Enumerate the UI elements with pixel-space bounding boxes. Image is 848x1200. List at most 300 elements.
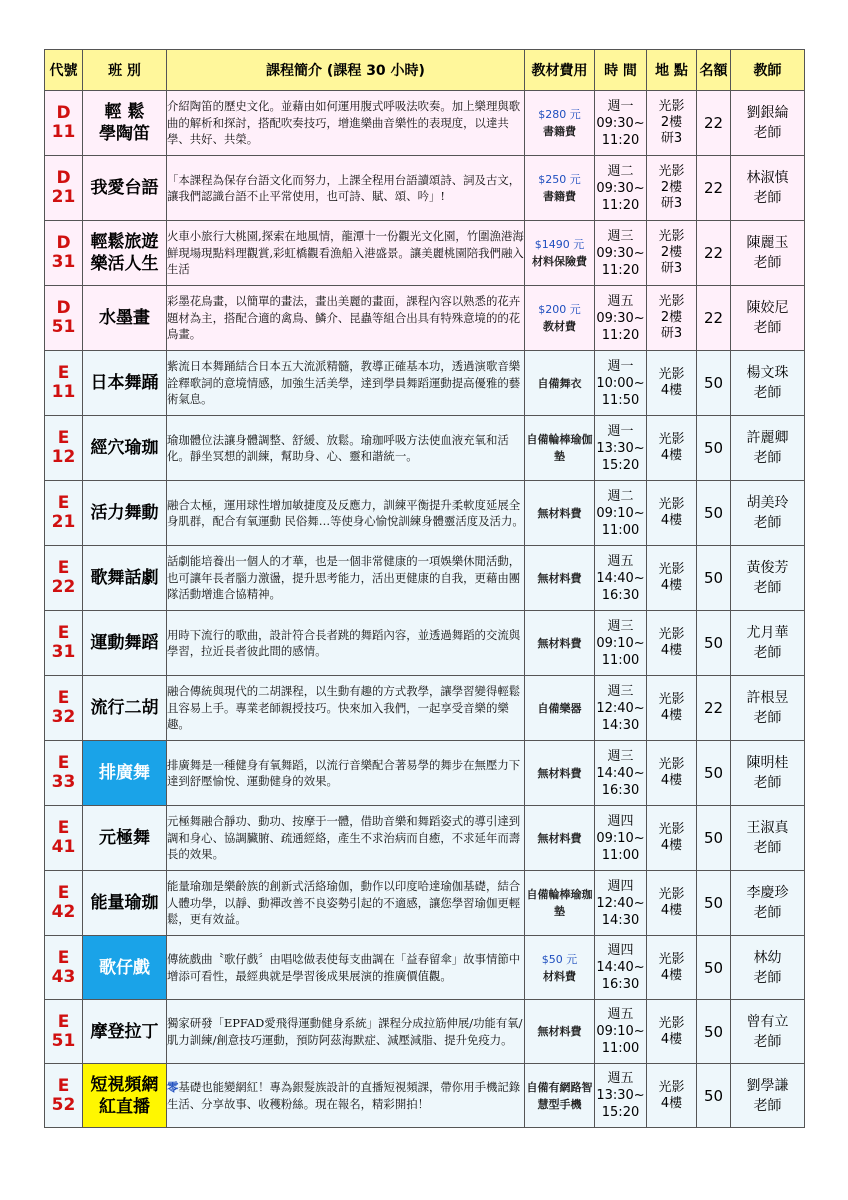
teacher-line2: 老師 [753, 1097, 782, 1114]
material-fee [525, 156, 595, 221]
teacher-name [731, 1064, 805, 1128]
class-time [595, 871, 647, 936]
class-time [595, 1064, 647, 1128]
class-time [595, 481, 647, 546]
time-end: 11:50 [601, 392, 640, 408]
desc-text: 火車小旅行大桃園,探索在地風情，龍潭十一份觀光文化園，竹圍漁港海鮮現場現點料理觀賞,彩虹橋觀看漁船入港盛景。讓美麗桃園陪我們融入生活 [167, 229, 524, 277]
fee-price: $200 元 [538, 303, 581, 316]
class-location [647, 611, 697, 676]
course-description [167, 1064, 525, 1128]
class-capacity: 50 [697, 611, 731, 676]
class-name [83, 481, 167, 546]
fee-item: 材料費 [543, 969, 576, 983]
time-start: 09:10~ [596, 635, 645, 651]
course-row [45, 936, 805, 1000]
class-location [647, 286, 697, 351]
desc-text: 介紹陶笛的歷史文化。並藉由如何運用腹式呼吸法吹奏。加上樂理與歌曲的解析和探討，搭配吹奏技巧，增進樂曲音樂性的表現度，以達共學、共好、共榮。 [167, 99, 521, 147]
course-code [45, 806, 83, 871]
teacher-name [731, 416, 805, 481]
class-name-line1: 能量瑜珈 [90, 893, 159, 913]
code-number: 33 [51, 772, 76, 792]
class-capacity: 22 [697, 676, 731, 741]
material-fee [525, 741, 595, 806]
teacher-line2: 老師 [753, 645, 782, 661]
course-code [45, 221, 83, 286]
code-number: 11 [51, 382, 76, 402]
course-description [167, 416, 525, 481]
time-start: 09:30~ [596, 245, 645, 261]
course-description [167, 351, 525, 416]
loc-building: 光影 [658, 164, 685, 179]
course-code [45, 676, 83, 741]
desc-text: 「本課程為保存台語文化而努力，上課全程用台語讀頌詩、詞及古文，讓我們認識台語不止平常使用，也可詩、賦、頌、吟」! [167, 172, 521, 203]
course-code [45, 871, 83, 936]
teacher-line2: 老師 [753, 450, 782, 466]
code-number: 12 [51, 447, 76, 467]
code-number: 31 [51, 642, 76, 662]
class-name-line1: 摩登拉丁 [90, 1021, 159, 1042]
teacher-line2: 老師 [753, 190, 782, 206]
desc-text: 獨家研發「EPFAD愛飛得運動健身系統」課程分成拉筋伸展/功能有氧/肌力訓練/創意技巧運動，預防阿茲海默症、減壓減脂、提升免疫力。 [167, 1016, 523, 1047]
fee-price: $50 元 [541, 952, 578, 966]
teacher-name [731, 286, 805, 351]
loc-floor: 4樓 [660, 903, 683, 918]
loc-floor: 2樓 [660, 115, 683, 130]
material-fee [525, 936, 595, 1000]
teacher-name [731, 936, 805, 1000]
code-letter: D [56, 168, 71, 188]
course-description [167, 481, 525, 546]
course-row [45, 416, 805, 481]
code-number: 43 [51, 966, 76, 987]
course-code [45, 156, 83, 221]
course-description [167, 611, 525, 676]
class-time [595, 221, 647, 286]
time-day: 週四 [607, 813, 634, 829]
time-start: 14:40~ [596, 960, 645, 975]
loc-building: 光影 [658, 294, 685, 309]
teacher-line2: 老師 [753, 385, 782, 401]
class-location [647, 676, 697, 741]
class-name-line1: 輕鬆旅遊 [90, 232, 159, 252]
time-day: 週一 [607, 358, 634, 374]
class-name-line2: 學陶笛 [99, 124, 150, 144]
class-name [83, 1064, 167, 1128]
class-name-line1: 歌仔戲 [99, 957, 150, 978]
course-description [167, 936, 525, 1000]
course-code [45, 416, 83, 481]
loc-building: 光影 [658, 1079, 685, 1095]
class-capacity: 50 [697, 546, 731, 611]
course-code [45, 1064, 83, 1128]
class-location [647, 1064, 697, 1128]
desc-text: 用時下流行的歌曲，設計符合長者跳的舞蹈內容，並透過舞蹈的交流與學習，拉近長者彼此間的感情。 [167, 627, 521, 658]
material-fee [525, 611, 595, 676]
time-start: 09:30~ [596, 310, 645, 326]
loc-building: 光影 [658, 887, 685, 902]
loc-building: 光影 [658, 951, 685, 967]
time-day: 週五 [607, 553, 634, 569]
class-location [647, 546, 697, 611]
teacher-name [731, 546, 805, 611]
course-row [45, 156, 805, 221]
course-description [167, 546, 525, 611]
course-code [45, 611, 83, 676]
teacher-name [731, 221, 805, 286]
course-code [45, 546, 83, 611]
class-name [83, 871, 167, 936]
time-start: 09:30~ [596, 180, 645, 196]
time-day: 週四 [607, 878, 634, 894]
class-capacity: 50 [697, 936, 731, 1000]
course-row [45, 286, 805, 351]
teacher-line1: 劉學謙 [746, 1077, 789, 1094]
course-description [167, 221, 525, 286]
class-capacity: 50 [697, 871, 731, 936]
desc-text: 傳統戲曲〝歌仔戲〞由唱唸做表使每支曲調在「益春留傘」故事情節中增添可看性，最經典就是學習後成果展演的推廣價值觀。 [167, 952, 521, 983]
class-capacity: 50 [697, 1064, 731, 1128]
loc-building: 光影 [658, 432, 685, 447]
material-fee [525, 286, 595, 351]
teacher-line2: 老師 [753, 1033, 782, 1050]
course-code [45, 286, 83, 351]
course-row [45, 1064, 805, 1128]
class-name [83, 221, 167, 286]
class-location [647, 416, 697, 481]
loc-room: 研3 [660, 261, 683, 276]
time-end: 16:30 [601, 977, 640, 992]
loc-building: 光影 [658, 497, 685, 512]
code-number: 21 [51, 512, 76, 532]
teacher-name [731, 351, 805, 416]
class-capacity: 50 [697, 1000, 731, 1064]
course-row [45, 351, 805, 416]
course-description [167, 871, 525, 936]
fee-item: 無材料費 [537, 571, 582, 585]
class-capacity: 50 [697, 481, 731, 546]
class-time [595, 741, 647, 806]
class-name [83, 806, 167, 871]
header-row [45, 50, 805, 91]
class-time [595, 611, 647, 676]
course-code [45, 741, 83, 806]
class-name-line1: 短視頻網 [90, 1074, 159, 1095]
fee-item: 書籍費 [543, 125, 576, 138]
desc-text: 排廣舞是一種健身有氧舞蹈，以流行音樂配合著易學的舞步在無壓力下達到舒壓愉悅、運動健身的效果。 [167, 757, 521, 788]
teacher-line2: 老師 [753, 125, 782, 141]
loc-floor: 4樓 [660, 1031, 683, 1047]
class-capacity: 22 [697, 286, 731, 351]
desc-text: 元極舞融合靜功、動功、按摩于一體，借助音樂和舞蹈姿式的導引達到調和身心、協調臟腑、疏通經絡，產生不求治病而自癒，不求延年而壽長的效果。 [167, 814, 521, 862]
header-fee: 教材費用 [525, 50, 595, 91]
teacher-line1: 曾有立 [746, 1013, 789, 1030]
loc-building: 光影 [658, 757, 685, 772]
course-row [45, 741, 805, 806]
class-location [647, 91, 697, 156]
desc-text: 能量瑜珈是樂齡族的創新式活絡瑜伽，動作以印度哈達瑜伽基礎，結合人體功學，以靜、動禪改善不良姿勢引起的不適感，讓您學習瑜伽更輕鬆，更有效益。 [167, 879, 521, 927]
course-description [167, 1000, 525, 1064]
loc-room: 研3 [660, 326, 683, 341]
time-start: 09:10~ [596, 1024, 645, 1039]
loc-building: 光影 [658, 367, 685, 382]
class-name [83, 676, 167, 741]
class-name-line1: 輕 鬆 [104, 102, 145, 122]
course-row [45, 481, 805, 546]
time-day: 週三 [607, 683, 634, 699]
class-location [647, 156, 697, 221]
course-description [167, 806, 525, 871]
code-number: 51 [51, 317, 76, 337]
loc-floor: 4樓 [660, 513, 683, 528]
header-teacher: 教師 [731, 50, 805, 91]
material-fee [525, 871, 595, 936]
code-letter: E [57, 623, 70, 643]
loc-floor: 2樓 [660, 310, 683, 325]
class-name [83, 156, 167, 221]
teacher-line2: 老師 [753, 905, 782, 921]
class-capacity: 50 [697, 741, 731, 806]
course-row [45, 676, 805, 741]
fee-item: 材料保險費 [532, 255, 587, 268]
code-number: 32 [51, 707, 76, 727]
material-fee [525, 806, 595, 871]
material-fee [525, 1064, 595, 1128]
class-time [595, 1000, 647, 1064]
loc-building: 光影 [658, 99, 685, 114]
teacher-line1: 林幼 [753, 949, 782, 966]
teacher-line2: 老師 [753, 775, 782, 791]
class-capacity: 50 [697, 351, 731, 416]
desc-text: 話劇能培養出一個人的才華，也是一個非常健康的一項娛樂休閒活動，也可讓年長者腦力激盪，提升思考能力，活出更健康的自我，更藉由團隊活動增進合協精神。 [167, 554, 521, 602]
class-name [83, 611, 167, 676]
teacher-line2: 老師 [753, 969, 782, 986]
loc-building: 光影 [658, 1015, 685, 1031]
time-start: 09:30~ [596, 115, 645, 131]
teacher-line2: 老師 [753, 255, 782, 271]
class-name-line1: 經穴瑜珈 [90, 438, 159, 458]
class-name-line1: 流行二胡 [90, 698, 159, 718]
loc-floor: 4樓 [660, 1095, 683, 1111]
time-start: 14:40~ [596, 570, 645, 586]
class-capacity: 50 [697, 806, 731, 871]
code-letter: E [57, 428, 70, 448]
material-fee [525, 1000, 595, 1064]
time-end: 15:20 [601, 1105, 640, 1120]
fee-item: 無材料費 [537, 636, 582, 650]
code-number: 11 [51, 122, 76, 142]
loc-floor: 2樓 [660, 180, 683, 195]
material-fee [525, 481, 595, 546]
code-letter: E [57, 363, 70, 383]
class-name-line1: 日本舞踊 [90, 373, 159, 393]
fee-item: 無材料費 [537, 766, 582, 780]
class-name-line1: 水墨畫 [99, 308, 150, 328]
header-location: 地 點 [647, 50, 697, 91]
teacher-line1: 王淑真 [746, 820, 789, 836]
course-row [45, 1000, 805, 1064]
teacher-name [731, 611, 805, 676]
class-time [595, 351, 647, 416]
teacher-line1: 陳麗玉 [746, 235, 789, 251]
teacher-line1: 林淑慎 [746, 170, 789, 186]
class-location [647, 481, 697, 546]
course-description [167, 286, 525, 351]
course-row [45, 546, 805, 611]
course-code [45, 1000, 83, 1064]
fee-item: 自備有網路智慧型手機 [526, 1080, 593, 1111]
course-row [45, 611, 805, 676]
time-end: 11:00 [601, 522, 640, 538]
loc-room: 研3 [660, 196, 683, 211]
desc-lead: 零 [167, 1080, 179, 1094]
fee-item: 無材料費 [537, 1025, 582, 1038]
course-row [45, 871, 805, 936]
loc-building: 光影 [658, 822, 685, 837]
code-number: 42 [51, 902, 76, 922]
loc-building: 光影 [658, 229, 685, 244]
course-row [45, 91, 805, 156]
time-end: 14:30 [601, 717, 640, 733]
class-name-line1: 活力舞動 [90, 503, 159, 523]
class-time [595, 546, 647, 611]
fee-price: $1490 元 [534, 238, 585, 251]
time-end: 11:20 [601, 132, 640, 148]
desc-text: 瑜珈體位法讓身體調整、舒緩、放鬆。瑜珈呼吸方法使血液充氧和活化。靜坐冥想的訓練，幫助身、心、靈和諧統一。 [167, 432, 509, 463]
desc-text: 融合太極，運用球性增加敏捷度及反應力，訓練平衡提升柔軟度延展全身肌群，配合有氧運動 民俗舞…等使身心愉悅訓練身體靈活度及活力。 [167, 497, 524, 528]
fee-item: 無材料費 [537, 831, 582, 845]
code-letter: E [57, 883, 70, 903]
material-fee [525, 546, 595, 611]
teacher-line1: 許麗卿 [746, 430, 789, 446]
time-end: 11:20 [601, 197, 640, 213]
header-code: 代號 [45, 50, 83, 91]
fee-item: 自備舞衣 [537, 376, 582, 390]
teacher-line1: 黃俊芳 [746, 560, 789, 576]
course-description [167, 156, 525, 221]
time-end: 11:00 [601, 652, 640, 668]
class-name-line2: 紅直播 [99, 1096, 150, 1117]
time-start: 09:10~ [596, 505, 645, 521]
class-time [595, 936, 647, 1000]
loc-floor: 2樓 [660, 245, 683, 260]
teacher-name [731, 156, 805, 221]
header-desc: 課程簡介 (課程 30 小時) [167, 50, 525, 91]
loc-floor: 4樓 [660, 578, 683, 593]
teacher-name [731, 91, 805, 156]
time-day: 週一 [607, 98, 634, 114]
class-time [595, 156, 647, 221]
course-code [45, 481, 83, 546]
code-number: 41 [51, 837, 76, 857]
class-time [595, 91, 647, 156]
teacher-line2: 老師 [753, 840, 782, 856]
fee-item: 教材費 [543, 320, 576, 333]
time-start: 14:40~ [596, 765, 645, 781]
code-letter: D [56, 233, 71, 253]
desc-text: 彩墨花鳥畫，以簡單的畫法，畫出美麗的畫面，課程內容以熟悉的花卉題材為主，搭配合適的禽鳥、鱗介、昆蟲等組合出具有特殊意境的的花鳥畫。 [167, 294, 521, 342]
loc-floor: 4樓 [660, 838, 683, 853]
time-day: 週四 [607, 943, 634, 958]
class-capacity: 22 [697, 156, 731, 221]
time-day: 週一 [607, 423, 634, 439]
course-description [167, 741, 525, 806]
class-time [595, 286, 647, 351]
teacher-line1: 尤月華 [746, 625, 789, 641]
time-day: 週二 [607, 163, 634, 179]
teacher-line1: 劉銀綸 [746, 105, 789, 121]
class-time [595, 806, 647, 871]
class-name [83, 546, 167, 611]
fee-item: 書籍費 [543, 190, 576, 203]
course-row [45, 806, 805, 871]
course-description [167, 91, 525, 156]
code-number: 52 [51, 1094, 76, 1115]
fee-price: $250 元 [538, 173, 581, 186]
course-code [45, 351, 83, 416]
material-fee [525, 351, 595, 416]
code-number: 22 [51, 577, 76, 597]
time-start: 13:30~ [596, 1088, 645, 1103]
time-start: 12:40~ [596, 700, 645, 716]
code-number: 21 [51, 187, 76, 207]
teacher-line1: 許根昱 [746, 690, 789, 706]
class-name-line1: 歌舞話劇 [90, 568, 159, 588]
code-letter: E [57, 947, 70, 968]
loc-floor: 4樓 [660, 773, 683, 788]
time-start: 12:40~ [596, 895, 645, 911]
course-code [45, 936, 83, 1000]
header-class: 班 別 [83, 50, 167, 91]
time-end: 11:20 [601, 327, 640, 343]
time-start: 09:10~ [596, 830, 645, 846]
code-letter: E [57, 558, 70, 578]
teacher-line2: 老師 [753, 580, 782, 596]
class-location [647, 221, 697, 286]
time-end: 11:20 [601, 262, 640, 278]
class-capacity: 22 [697, 221, 731, 286]
teacher-name [731, 871, 805, 936]
material-fee [525, 416, 595, 481]
class-capacity: 22 [697, 91, 731, 156]
code-letter: E [57, 688, 70, 708]
fee-item: 自備輪棒瑜伽墊 [526, 433, 593, 463]
teacher-name [731, 1000, 805, 1064]
fee-price: $280 元 [538, 108, 581, 121]
fee-item: 自備樂器 [537, 701, 582, 715]
class-location [647, 806, 697, 871]
class-name-line1: 排廣舞 [99, 763, 150, 783]
teacher-line2: 老師 [753, 515, 782, 531]
loc-room: 研3 [660, 131, 683, 146]
class-location [647, 351, 697, 416]
class-name [83, 91, 167, 156]
time-end: 16:30 [601, 782, 640, 798]
material-fee [525, 676, 595, 741]
loc-building: 光影 [658, 627, 685, 642]
time-start: 10:00~ [596, 375, 645, 391]
teacher-name [731, 481, 805, 546]
class-name [83, 936, 167, 1000]
class-name-line1: 我愛台語 [90, 178, 159, 198]
code-letter: E [57, 1011, 70, 1032]
teacher-line1: 陳明桂 [746, 755, 789, 771]
fee-item: 無材料費 [537, 506, 582, 520]
header-capacity: 名額 [697, 50, 731, 91]
class-name [83, 741, 167, 806]
desc-text: 紫流日本舞踊結合日本五大流派精髓，教導正確基本功，透過演歌音樂詮釋歌詞的意境情感，加強生活美學，達到學員舞蹈運動提高優雅的藝術氣息。 [167, 359, 521, 407]
class-time [595, 676, 647, 741]
course-row [45, 221, 805, 286]
